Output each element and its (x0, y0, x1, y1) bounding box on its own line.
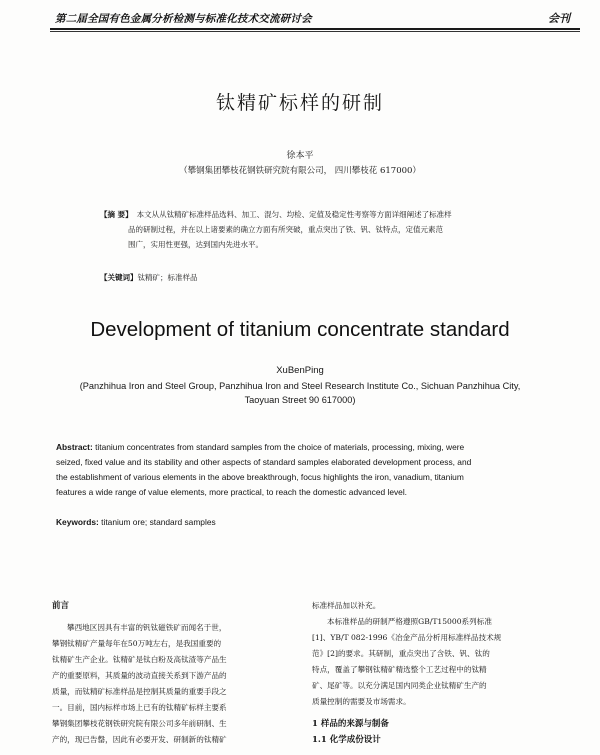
body-column-right (312, 598, 550, 748)
subsection-heading-composition: 1.1 化学成份设计 (312, 735, 381, 745)
running-header-section: 会刊 (548, 13, 570, 25)
english-abstract-label: Abstract: (56, 442, 93, 452)
chinese-abstract-line: 品的研制过程，并在以上诸要素的确立方面有所突破，重点突出了铁、钒、钛特点，定值元素范 (128, 225, 443, 234)
body-paragraph-line: 产的重要原料，其质量的波动直接关系到下游产品的 (52, 671, 227, 680)
body-paragraph-line: 质量控制的需要及市场需求。 (312, 697, 411, 706)
english-abstract-line: titanium concentrates from standard samples from the choice of materials, processing, mixing, were (92, 442, 465, 452)
body-paragraph-line: 质量，而钛精矿标准样品是控制其质量的重要手段之 (52, 687, 227, 696)
body-paragraph-line: 本标准样品的研制严格遵照GB/T15000系列标准 (327, 617, 492, 626)
body-paragraph-line: [1]、YB/T 082-1996《冶金产品分析用标准样品技术规 (312, 633, 502, 642)
body-paragraph-line: 攀钢钛精矿产量每年在50万吨左右，是我国重要的 (52, 639, 222, 648)
english-title: Development of titanium concentrate standard (90, 318, 510, 341)
english-abstract-line: seized, fixed value and its stability and other aspects of standard samples elaborated development process, and (56, 457, 472, 467)
english-abstract-line: features a wide range of value elements, more practical, to reach the domestic advanced level. (56, 487, 408, 497)
chinese-title: 钛精矿标样的研制 (215, 93, 384, 114)
english-author: XuBenPing (276, 365, 324, 376)
english-affiliation-line: Taoyuan Street 90 617000) (244, 395, 356, 405)
body-paragraph-line: 产的，现已告罄，因此有必要开发、研制新的钛精矿 (52, 735, 227, 744)
english-affiliation (40, 379, 560, 407)
section-heading-samples: 1 样品的来源与制备 (312, 719, 389, 729)
english-affiliation-line: (Panzhihua Iron and Steel Group, Panzhihua Iron and Steel Research Institute Co., Sichuan Panzhihua City, (79, 381, 521, 391)
english-abstract-line: the establishment of various elements in the above breakthrough, focus highlights the iron, vanadium, titanium (56, 472, 464, 482)
section-heading-preface: 前言 (52, 601, 70, 611)
body-paragraph-line: 范》[2]的要求。其研制，重点突出了含铁、钒、钛的 (312, 649, 490, 658)
chinese-abstract-label: 【摘 要】 (100, 210, 133, 219)
chinese-keywords-label: 【关键词】 (100, 273, 138, 282)
english-keywords-text: titanium ore; standard samples (98, 517, 216, 527)
english-keywords-label: Keywords: (56, 517, 99, 527)
body-paragraph-line: 攀钢集团攀枝花钢铁研究院有限公司多年前研制、生 (52, 719, 227, 728)
english-abstract (56, 440, 559, 500)
body-paragraph-line: 标准样品加以补充。 (312, 601, 381, 610)
chinese-abstract-line: 本文从从钛精矿标准样品选料、加工、混匀、均检、定值及稳定性考察等方面详细阐述了标准样 (136, 210, 452, 219)
body-paragraph-line: 矿、尾矿等。以充分满足国内同类企业钛精矿生产的 (312, 681, 487, 690)
body-paragraph-line: 一。目前，国内标样市场上已有的钛精矿标样主要系 (52, 703, 227, 712)
body-paragraph-line: 攀西地区因具有丰富的钒钛磁铁矿而闻名于世， (67, 623, 227, 632)
body-paragraph-line: 特点，覆盖了攀钢钛精矿精选整个工艺过程中的钛精 (312, 665, 487, 674)
chinese-keywords (100, 272, 198, 283)
header-rule (50, 28, 580, 30)
chinese-affiliation: （攀钢集团攀枝花钢铁研究院有限公司， 四川攀枝花 617000） (179, 166, 421, 176)
body-column-left (52, 598, 290, 748)
running-header-title: 第二届全国有色金属分析检测与标准化技术交流研讨会 (55, 13, 312, 25)
chinese-author: 徐本平 (286, 151, 314, 161)
header-rule-thin (50, 31, 580, 32)
chinese-abstract (100, 207, 520, 252)
english-keywords (56, 517, 216, 527)
body-paragraph-line: 钛精矿生产企业。钛精矿是钛白粉及高钛渣等产品生 (52, 655, 227, 664)
chinese-abstract-line: 围广，实用性更强，达到国内先进水平。 (128, 240, 263, 249)
chinese-keywords-text: 钛精矿；标准样品 (137, 273, 198, 282)
